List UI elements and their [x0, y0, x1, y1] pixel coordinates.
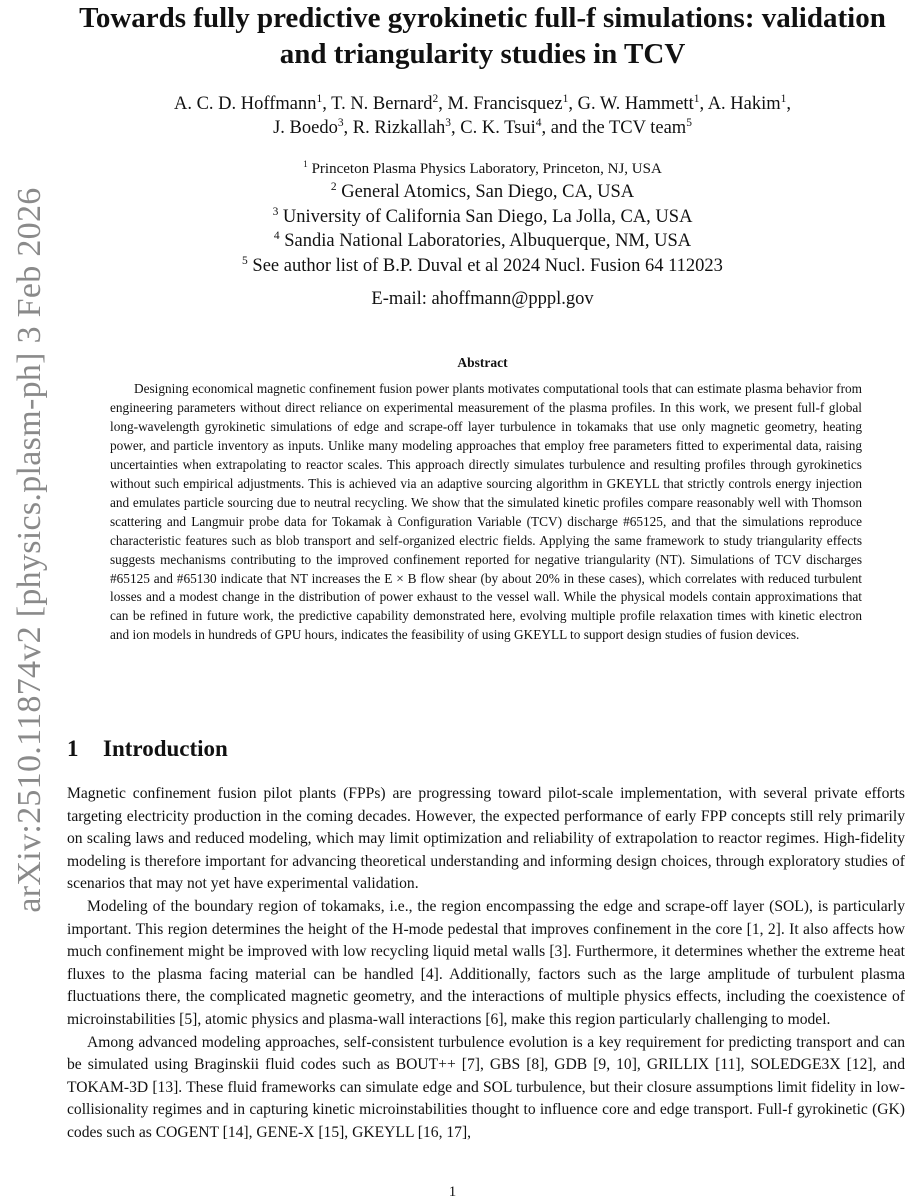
- author-separator: ,: [438, 94, 448, 114]
- author-separator: ,: [451, 118, 461, 138]
- section-number: 1: [67, 736, 79, 761]
- affiliation: [60, 229, 905, 254]
- author-separator: ,: [786, 94, 792, 114]
- author-affiliation-mark: 4: [535, 116, 542, 129]
- author-separator: ,: [541, 118, 551, 138]
- affiliation: [60, 254, 905, 279]
- author-line-1: [60, 92, 905, 116]
- author-affiliation-mark: 2: [432, 92, 439, 105]
- affiliation-text: Princeton Plasma Physics Laboratory, Princeton, NJ, USA: [311, 161, 662, 177]
- affiliation-number: 3: [272, 205, 279, 218]
- author-name: R. Rizkallah: [352, 118, 446, 138]
- paper-title: Towards fully predictive gyrokinetic full-f simulations: validation and triangularity studies in TCV: [79, 2, 886, 70]
- affiliation-number: 1: [303, 160, 308, 170]
- affiliation-text: University of California San Diego, La Jolla, CA, USA: [282, 206, 693, 227]
- section-heading: [67, 736, 228, 762]
- paragraph: Magnetic confinement fusion pilot plants (FPPs) are progressing toward pilot-scale implementation, with several private efforts targeting electricity production in the coming decades. However, the expected performance of early FPP concepts still rely primarily on scaling laws and reduced modeling, which may limit optimization and reliability of extrapolation to reactor regimes. High-fidelity modeling is therefore important for advancing theoretical understanding and informing design choices, through exploratory studies of scenarios that may not yet have experimental validation.: [67, 785, 905, 893]
- author-name: A. Hakim: [707, 94, 781, 114]
- body-text: [67, 783, 905, 1145]
- affiliation-number: 5: [242, 254, 248, 267]
- author-name: A. C. D. Hoffmann: [173, 94, 317, 114]
- author-list: [60, 92, 905, 140]
- author-affiliation-mark: 3: [445, 116, 452, 129]
- author-affiliation-mark: 3: [337, 116, 344, 129]
- author-separator: ,: [322, 94, 332, 114]
- affiliation-text: See author list of B.P. Duval et al 2024 Nucl. Fusion 64 112023: [252, 255, 723, 276]
- affiliation-number: 2: [330, 180, 337, 193]
- author-affiliation-mark: 1: [316, 92, 323, 105]
- author-affiliation-mark: 5: [686, 116, 692, 129]
- author-name: T. N. Bernard: [331, 94, 433, 114]
- author-affiliation-mark: 1: [562, 92, 569, 105]
- author-separator: ,: [343, 118, 353, 138]
- affiliation-number: 4: [273, 229, 280, 242]
- author-affiliation-mark: 1: [780, 92, 787, 105]
- author-name: G. W. Hammett: [577, 94, 694, 114]
- author-separator: ,: [568, 94, 578, 114]
- abstract-text: Designing economical magnetic confinement fusion power plants motivates computational tools that can estimate plasma behavior from engineering parameters without direct reliance on experimental measurement of the plasma profiles. In this work, we present full-f global long-wavelength gyrokinetic simulations of edge and scrape-off layer turbulence in tokamaks that use only magnetic geometry, heating power, and particle inventory as inputs. Unlike many modeling approaches that employ free parameters fitted to experimental data, raising uncertainties when extrapolating to reactor scales. This approach directly simulates turbulence and resulting profiles through gyrokinetics without such empirical adjustments. This is achieved via an adaptive sourcing algorithm in GKEYLL that strictly controls energy injection and emulates particle sourcing due to neutral recycling. We show that the simulated kinetic profiles compare reasonably well with Thomson scattering and Langmuir probe data for Tokamak à Configuration Variable (TCV) discharge #65125, and that the simulations reproduce characteristic features such as blob transport and self-organized electric fields. Applying the same framework to study triangularity effects suggests mechanisms contributing to the improved confinement reported for negative triangularity (NT). Simulations of TCV discharges #65125 and #65130 indicate that NT increases the E × B flow shear (by about 20% in these cases), which correlates with reduced turbulent losses and a modest change in the distribution of power exhaust to the vessel wall. While the physical models contain approximations that can be refined in future work, the predictive capability demonstrated here, evolving multiple profile relaxation times with kinetic electron and ion models in hundreds of GPU hours, indicates the feasibility of using GKEYLL to support design studies of fusion devices.: [110, 381, 862, 643]
- author-line-2: [60, 116, 905, 140]
- paragraph: Among advanced modeling approaches, self-consistent turbulence evolution is a key requirement for predicting transport and can be simulated using Braginskii fluid codes such as BOUT++ [7], GBS [8], GDB [9, 10], GRILLIX [11], SOLEDGE3X [12], and TOKAM-3D [13]. These fluid frameworks can simulate edge and SOL turbulence, but their closure assumptions limit fidelity in low-collisionality regimes and in capturing kinetic microinstabilities thought to influence core and edge transport. Full-f gyrokinetic (GK) codes such as COGENT [14], GENE-X [15], GKEYLL [16, 17],: [67, 1033, 905, 1141]
- author-name: J. Boedo: [273, 118, 338, 138]
- affiliation: [60, 180, 905, 205]
- affiliation-text: Sandia National Laboratories, Albuquerque, NM, USA: [284, 231, 692, 251]
- affiliation-list: [60, 158, 905, 278]
- abstract-heading: Abstract: [457, 355, 508, 370]
- arxiv-sidebar: [0, 150, 60, 950]
- author-name: C. K. Tsui: [460, 118, 536, 138]
- affiliation: [60, 205, 905, 230]
- section-title: Introduction: [103, 736, 228, 761]
- affiliation-text: General Atomics, San Diego, CA, USA: [341, 182, 635, 202]
- author-affiliation-mark: 1: [693, 92, 700, 105]
- arxiv-identifier: arXiv:2510.11874v2 [physics.plasm-ph] 3 Feb 2026: [11, 187, 48, 913]
- author-name: M. Francisquez: [447, 94, 563, 114]
- affiliation: [60, 158, 905, 180]
- contact-email: E-mail: ahoffmann@pppl.gov: [371, 289, 594, 309]
- paragraph: Modeling of the boundary region of tokamaks, i.e., the region encompassing the edge and scrape-off layer (SOL), is particularly important. This region determines the height of the H-mode pedestal that improves confinement in the core [1, 2]. It also affects how much confinement might be improved with low recycling liquid metal walls [3]. Furthermore, it determines whether the extreme heat fluxes to the plasma facing material can be handled [4]. Additionally, factors such as the large amplitude of turbulent plasma fluctuations there, the complicated magnetic geometry, and the interactions of multiple physics effects, including the coexistence of microinstabilities [5], atomic physics and plasma-wall interactions [6], make this region particularly challenging to model.: [67, 897, 905, 1028]
- author-separator: ,: [699, 94, 708, 114]
- author-name: and the TCV team: [550, 118, 687, 138]
- page-number: 1: [448, 1184, 457, 1200]
